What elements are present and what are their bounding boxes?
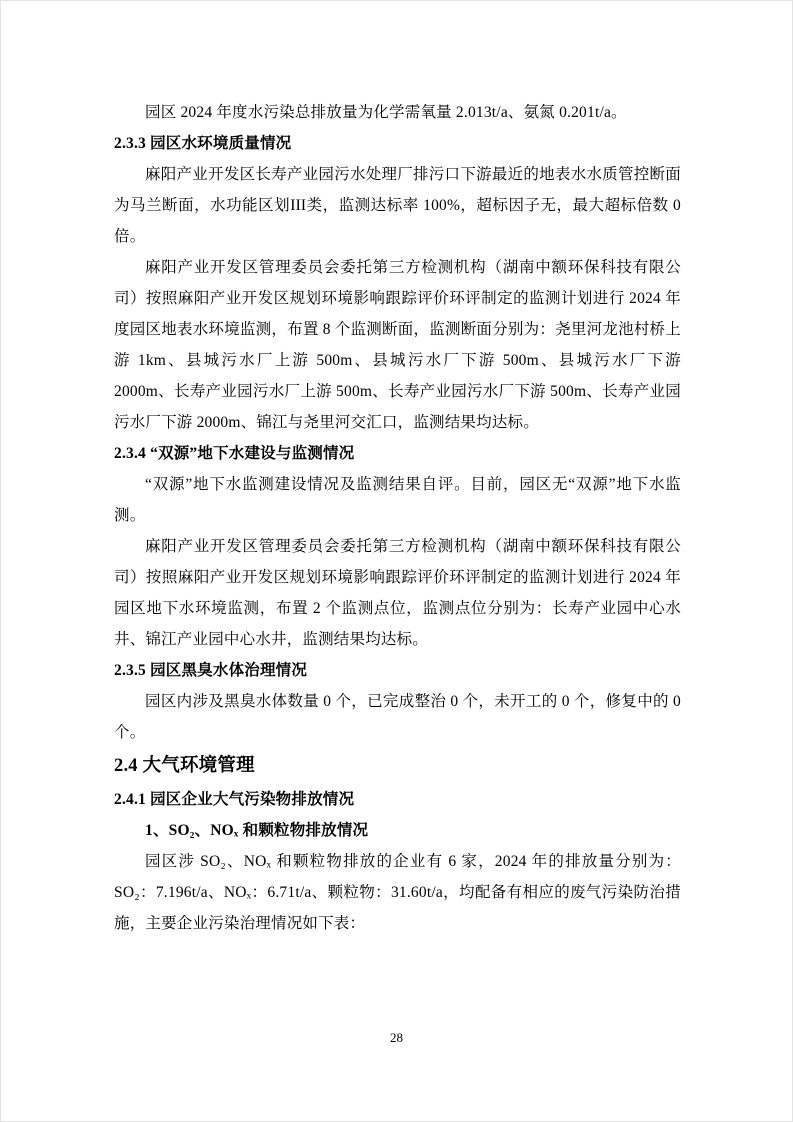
paragraph-groundwater-monitoring: 麻阳产业开发区管理委员会委托第三方检测机构（湖南中额环保科技有限公司）按照麻阳产业开发区规划环境影响跟踪评价环评制定的监测计划进行 2024 年园区地下水环境监测，布置 2 个监测点位，监测点位分别为：长寿产业园中心水井、锦江产业园中心水井，监测结果均达标。 [114,538,681,648]
paragraph-air-emission-amounts: 园区涉 SO₂、NOₓ 和颗粒物排放的企业有 6 家，2024 年的排放量分别为：SO₂：7.196t/a、NOₓ：6.71t/a、颗粒物：31.60t/a，均配备有相应的废气污染防治措施，主要企业污染治理情况如下表： [114,853,681,932]
paragraph-black-odor-water-status: 园区内涉及黑臭水体数量 0 个，已完成整治 0 个，未开工的 0 个，修复中的 0 个。 [114,693,681,741]
paragraph-water-discharge-total: 园区 2024 年度水污染总排放量为化学需氧量 2.013t/a、氨氮 0.201t/a。 [145,104,627,121]
paragraph-dual-source-status: “双源”地下水监测建设情况及监测结果自评。目前，园区无“双源”地下水监测。 [114,476,681,524]
paragraph-surface-water-quality: 麻阳产业开发区长寿产业园污水处理厂排污口下游最近的地表水水质管控断面为马兰断面，水功能区划III类，监测达标率 100%，超标因子无，最大超标倍数 0 倍。 [114,166,681,245]
page-content [114,97,681,939]
heading-2-4-1-enterprise-air-emissions: 2.4.1 园区企业大气污染物排放情况 [114,791,355,808]
subheading-so2-nox-pm-emissions: 1、SO₂、NOₓ 和颗粒物排放情况 [145,822,369,839]
paragraph-surface-water-monitoring: 麻阳产业开发区管理委员会委托第三方检测机构（湖南中额环保科技有限公司）按照麻阳产业开发区规划环境影响跟踪评价环评制定的监测计划进行 2024 年度园区地表水环境监测，布置 8 个监测断面，监测断面分别为：尧里河龙池村桥上游 1km、县城污水厂上游 500m、县城污水厂下游 500m、县城污水厂下游 2000m、长寿产业园污水厂上游 500m、长寿产业园污水厂下游 500m、长寿产业园污水厂下游 2000m、锦江与尧里河交汇口，监测结果均达标。 [114,259,681,431]
heading-2-4-air-environment-management: 2.4 大气环境管理 [114,756,255,776]
page-number: 28 [390,1030,403,1045]
heading-2-3-3-water-environment-quality: 2.3.3 园区水环境质量情况 [114,135,292,152]
heading-2-3-5-black-odor-water: 2.3.5 园区黑臭水体治理情况 [114,662,308,679]
heading-2-3-4-dual-source-groundwater: 2.3.4 “双源”地下水建设与监测情况 [114,445,355,462]
